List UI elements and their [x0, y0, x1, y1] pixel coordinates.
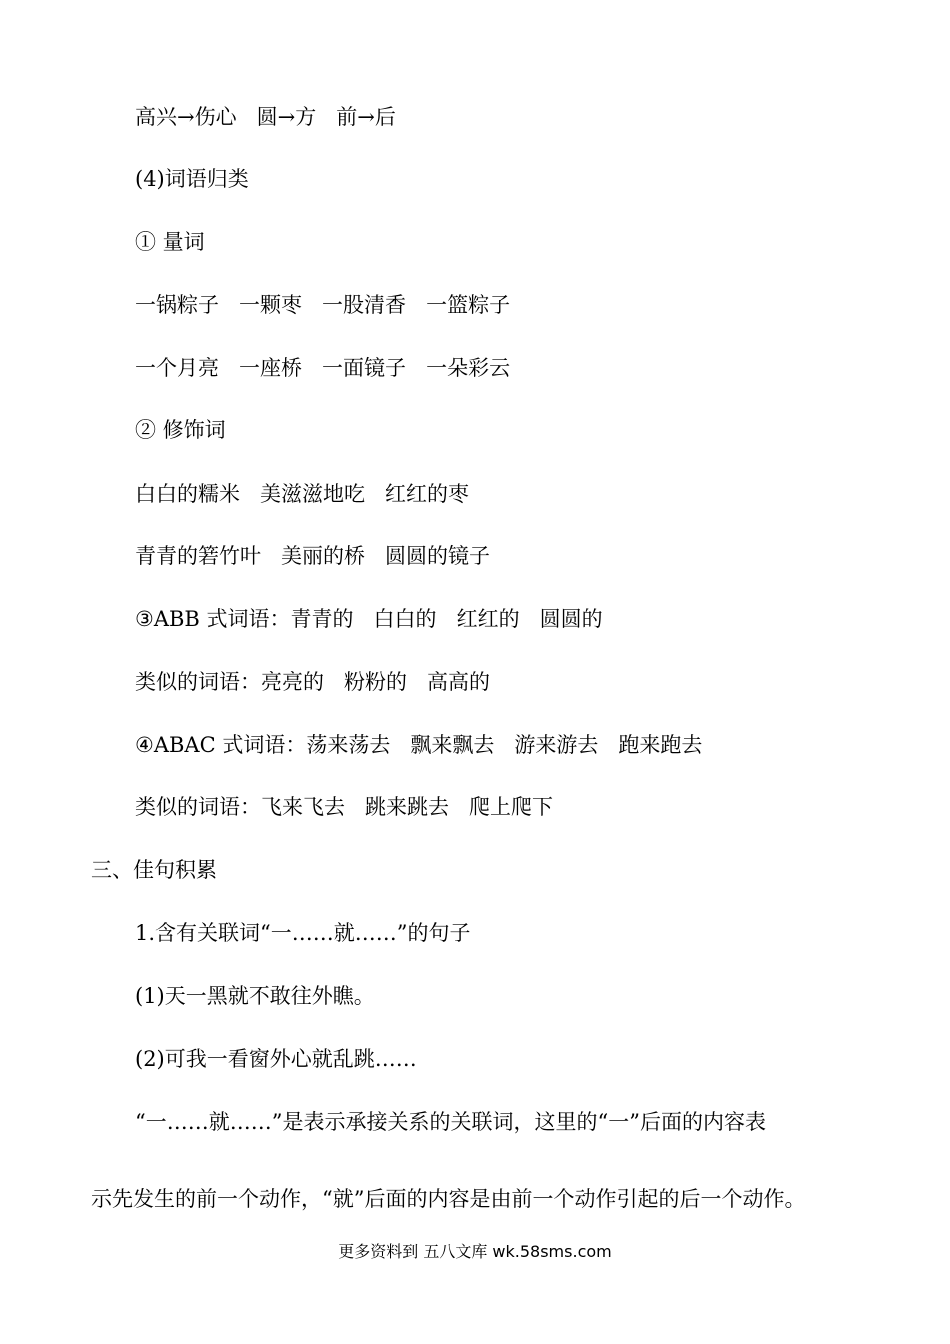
explanation-line-2: 示先发生的前一个动作，“就”后面的内容是由前一个动作引起的后一个动作。	[91, 1187, 806, 1211]
modifiers-line-2: 青青的箬竹叶 美丽的桥 圆圆的镜子	[135, 544, 491, 568]
section-heading-sentences: 三、佳句积累	[91, 858, 217, 882]
abac-words-line: ④ABAC 式词语：荡来荡去 飘来飘去 游来游去 跑来跑去	[135, 733, 703, 757]
measure-words-line-2: 一个月亮 一座桥 一面镜子 一朵彩云	[135, 356, 511, 380]
section-heading-word-classification: (4)词语归类	[135, 167, 249, 191]
subheading-modifiers: ② 修饰词	[135, 418, 226, 442]
example-sentence-2: (2)可我一看窗外心就乱跳……	[135, 1047, 417, 1071]
abb-similar-words-line: 类似的词语：亮亮的 粉粉的 高高的	[135, 670, 491, 694]
example-sentence-1: (1)天一黑就不敢往外瞧。	[135, 984, 375, 1008]
subheading-measure-words: ① 量词	[135, 230, 205, 254]
page-footer: 更多资料到 五八文库 wk.58sms.com	[338, 1242, 612, 1261]
abac-similar-words-line: 类似的词语：飞来飞去 跳来跳去 爬上爬下	[135, 795, 554, 819]
modifiers-line-1: 白白的糯米 美滋滋地吃 红红的枣	[135, 482, 470, 506]
sentence-pattern-heading: 1.含有关联词“一……就……”的句子	[135, 921, 471, 945]
explanation-line-1: “一……就……”是表示承接关系的关联词，这里的“一”后面的内容表	[135, 1110, 766, 1134]
abb-words-line: ③ABB 式词语：青青的 白白的 红红的 圆圆的	[135, 607, 603, 631]
antonym-line: 高兴→伤心 圆→方 前→后	[135, 105, 396, 129]
measure-words-line-1: 一锅粽子 一颗枣 一股清香 一篮粽子	[135, 293, 511, 317]
